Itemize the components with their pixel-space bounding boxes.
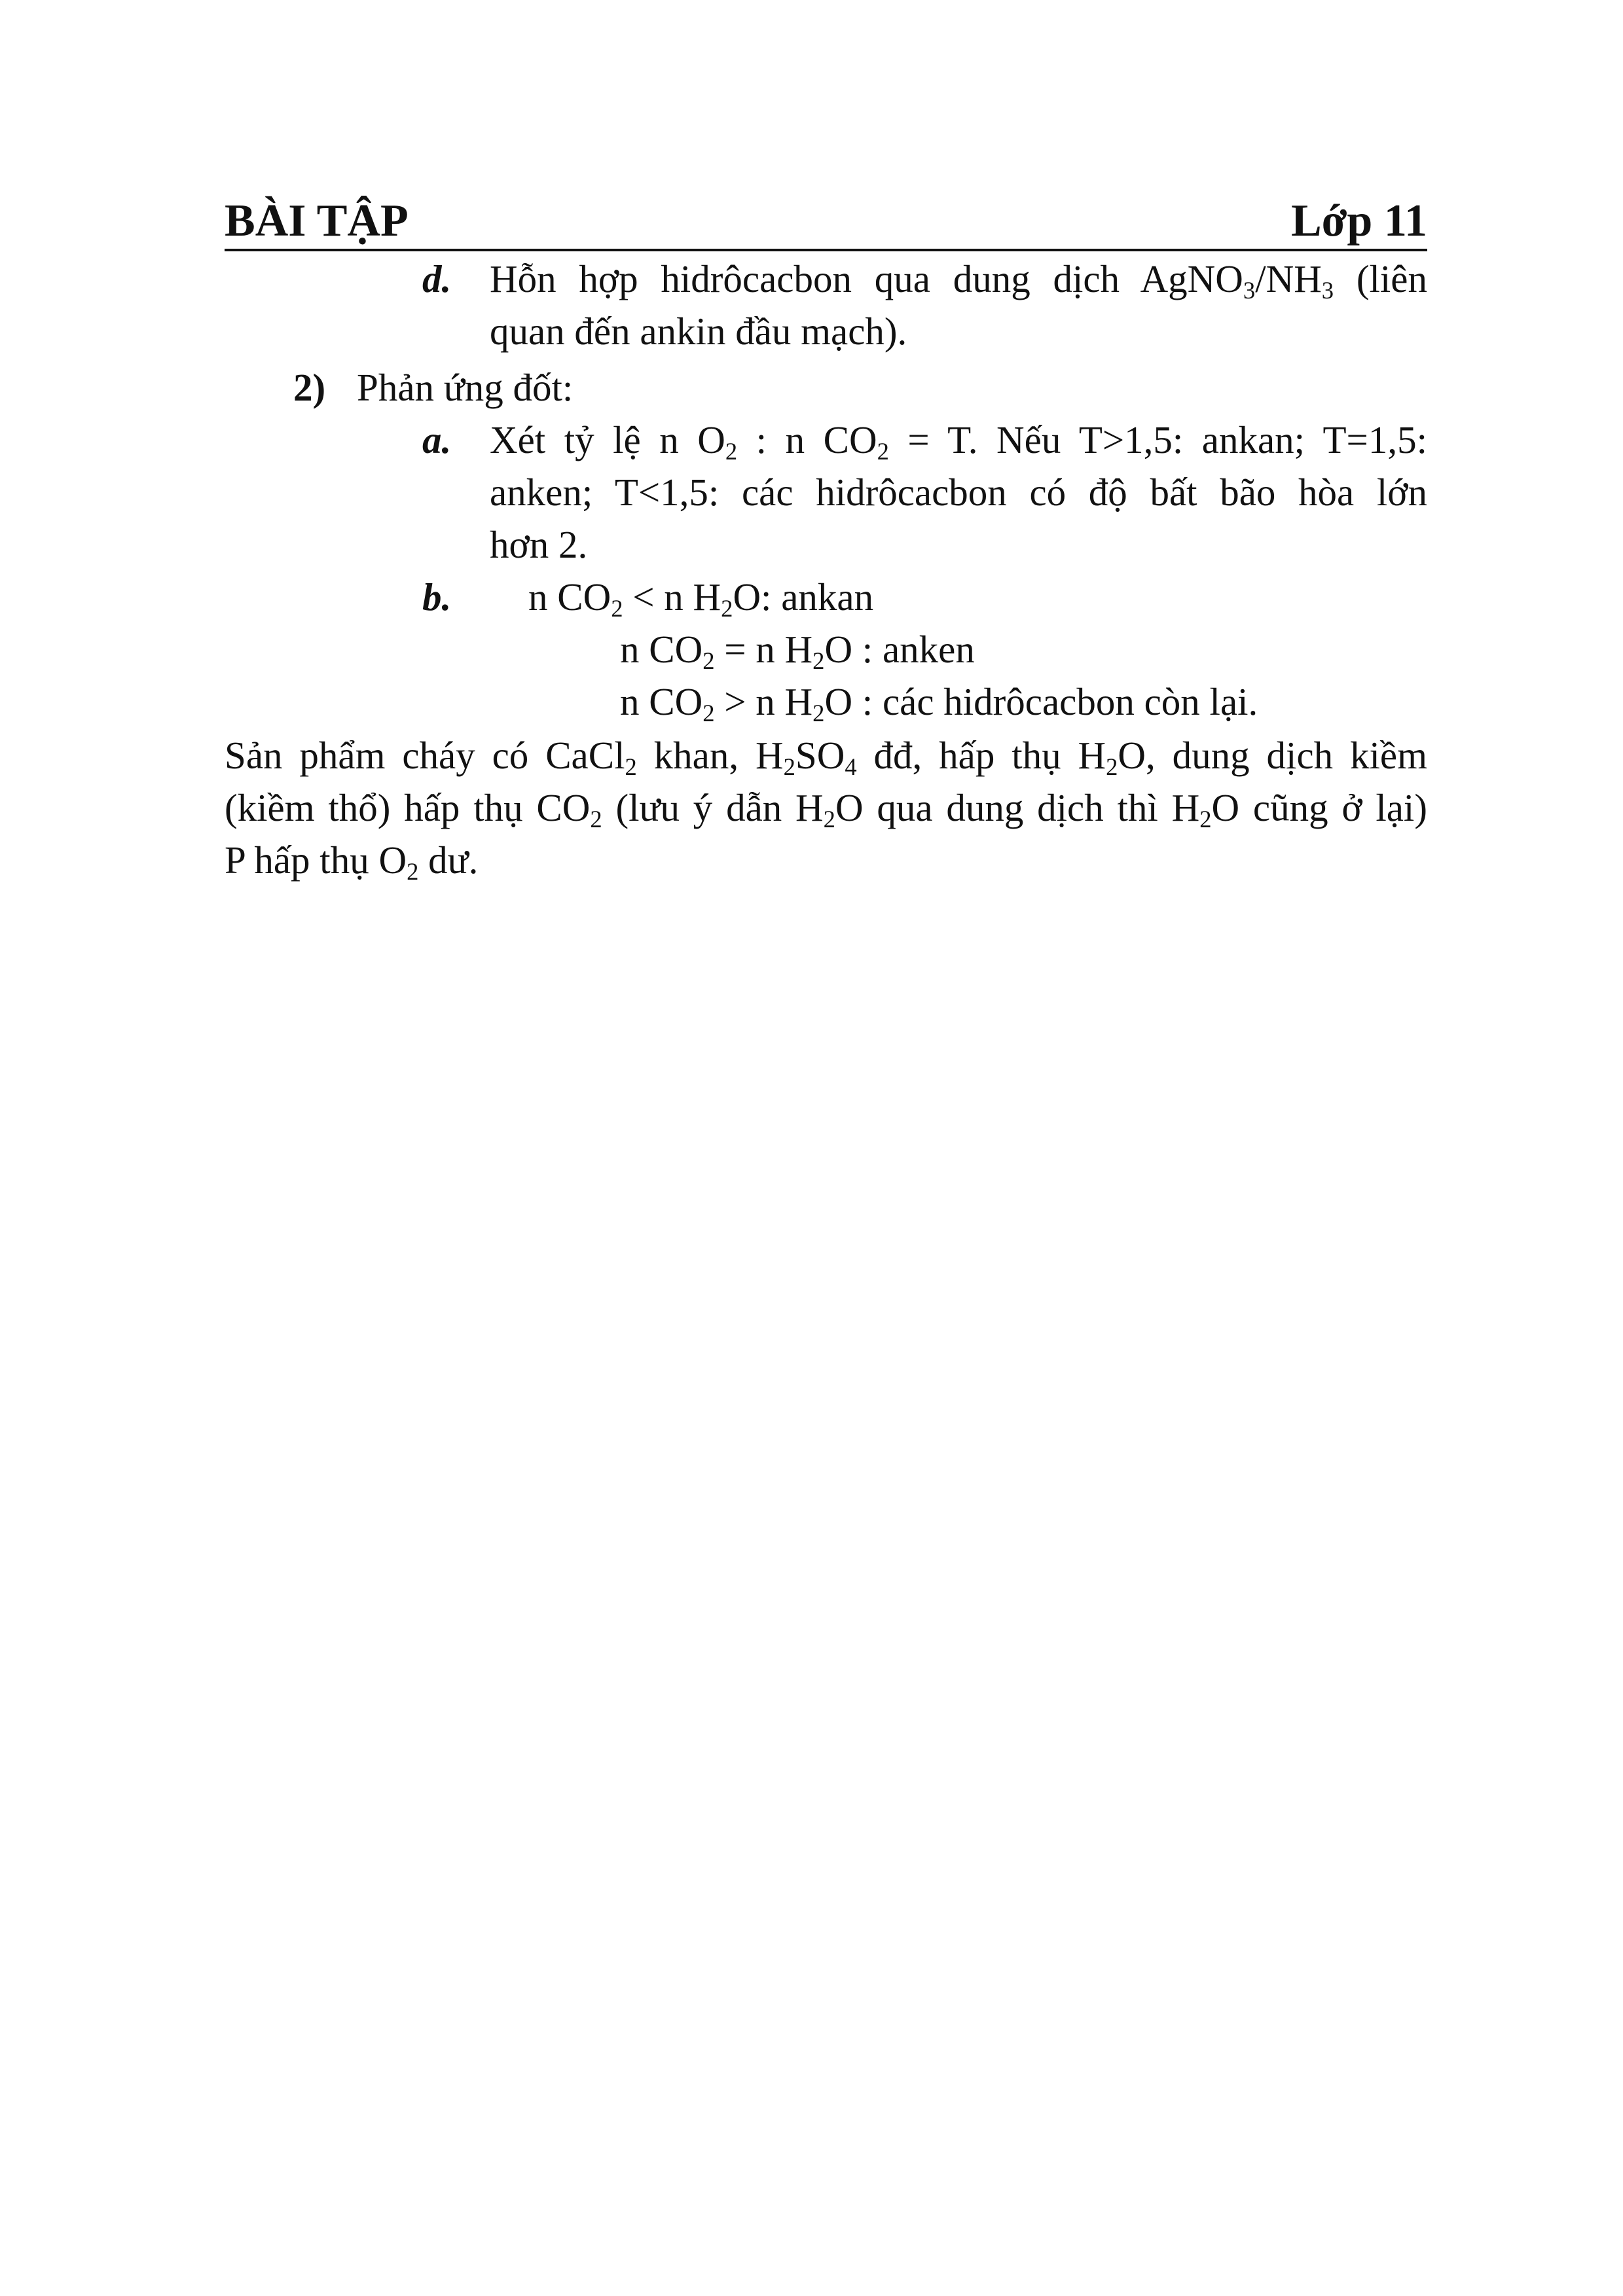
section-2-marker: 2) — [293, 366, 326, 409]
note-line-1: Sản phẩm cháy có CaCl$_2$ khan, $H_2SO_4$ đđ, hấp thụ $H_2O$, dung dịch kiềm — [225, 734, 1427, 781]
note-line-2: (kiềm thổ) hấp thụ $CO_2$ (lưu ý dẫn $H_2O$ qua dung dịch thì $H_2O$ cũng ở lại) — [225, 786, 1427, 833]
header-title: BÀI TẬP — [225, 196, 409, 246]
item-a-line-2: anken; T<1,5: các hidrôcacbon có độ bất bão hòa lớn — [490, 471, 1427, 514]
note-line-3: P hấp thụ $O_2$ dư. — [225, 838, 479, 886]
item-d-marker: d. — [422, 257, 452, 300]
page-header — [225, 190, 1427, 251]
item-d-line-2: quan đến ankin đầu mạch). — [490, 310, 907, 353]
item-b-row-1: n $CO_2 < n$ $H_2O$: ankan — [528, 575, 874, 622]
item-b-row-3: n $CO_2 > n$ $H_2O$ : các hidrôcacbon còn lại. — [620, 680, 1258, 727]
item-a-line-3: hơn 2. — [490, 523, 588, 566]
section-2-title: Phản ứng đốt: — [357, 366, 574, 409]
item-a-line-1: Xét tỷ lệ n $O_2$ : n $CO_2 = T$. Nếu T>1,5: ankan; T=1,5: — [490, 418, 1427, 465]
item-b-row-2: n $CO_2 = n$ $H_2O$ : anken — [620, 628, 975, 675]
header-grade: Lớp 11 — [1290, 196, 1427, 246]
item-b-marker: b. — [422, 575, 452, 619]
item-d-line-1: Hỗn hợp hidrôcacbon qua dung dịch $AgNO_3/NH_3$ (liên — [490, 257, 1427, 304]
item-a-marker: a. — [422, 418, 452, 461]
